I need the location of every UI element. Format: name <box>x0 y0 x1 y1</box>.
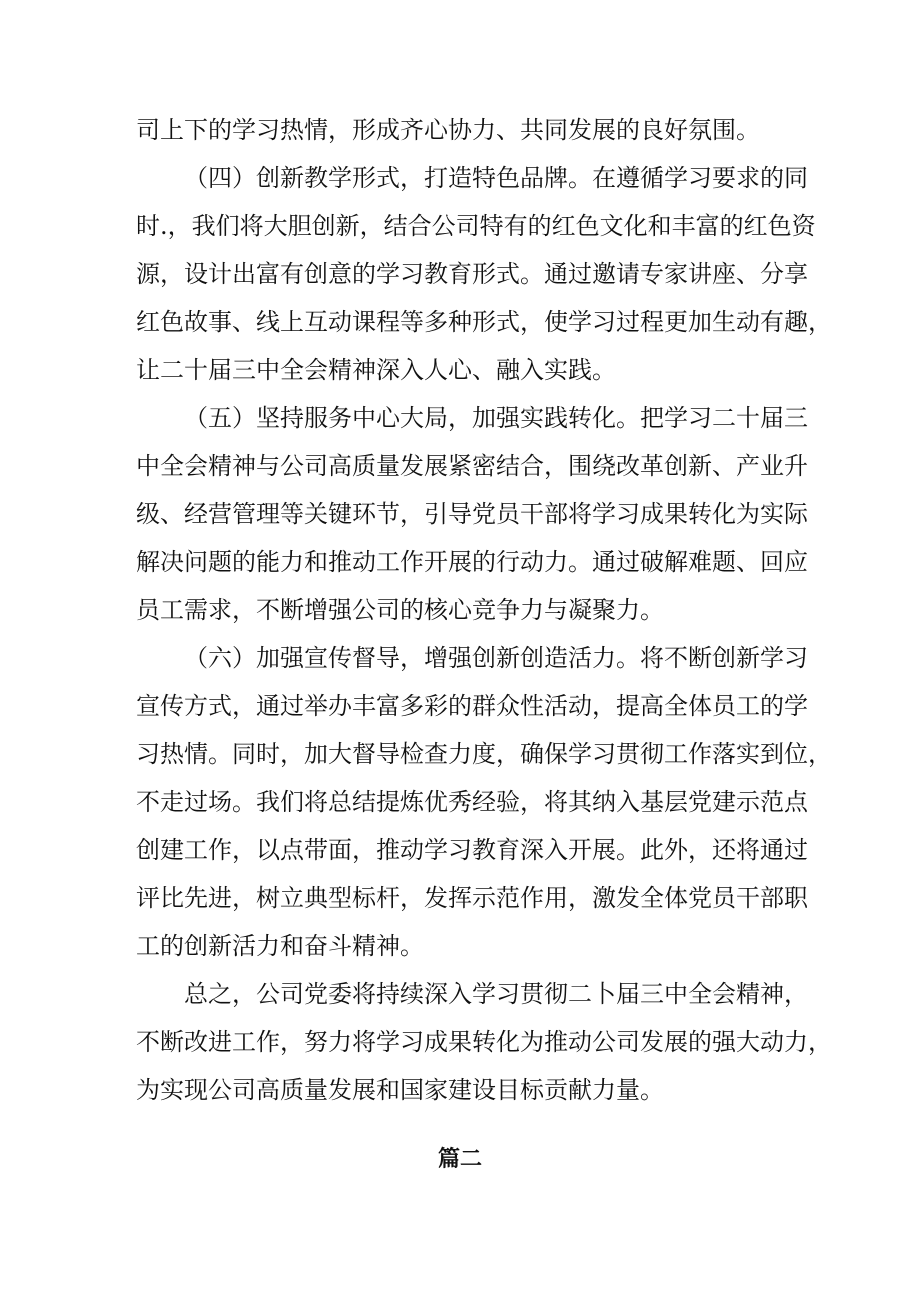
text-line: 司上下的学习热情，形成齐心协力、共同发展的良好氛围。 <box>136 116 760 144</box>
document-body <box>136 106 832 1114</box>
text-line: 评比先进，树立典型标杆，发挥示范作用，激发全体党员干部职 <box>136 884 808 912</box>
text-line: 创建工作，以点带面，推动学习教育深入开展。此外，还将通过 <box>136 836 808 864</box>
paragraph-section-5 <box>136 394 808 634</box>
text-line: （五）坚持服务中心大局，加强实践转化。把学习二十届三 <box>184 404 808 432</box>
text-line: 员工需求，不断增强公司的核心竞争力与凝聚力。 <box>136 596 664 624</box>
paragraph-conclusion <box>136 970 832 1114</box>
text-line: 级、经营管理等关键环节，引导党员干部将学习成果转化为实际 <box>136 500 808 528</box>
paragraph-section-6 <box>136 634 832 970</box>
text-line: 源，设计出富有创意的学习教育形式。通过邀请专家讲座、分享 <box>136 260 808 288</box>
text-line: 不走过场。我们将总结提炼优秀经验，将其纳入基层党建示范点 <box>136 788 808 816</box>
text-line: 总之，公司党委将持续深入学习贯彻二卜届三中全会精神， <box>184 980 808 1008</box>
text-line: 工的创新活力和奋斗精神。 <box>136 932 424 960</box>
text-line: 时.，我们将大胆创新，结合公司特有的红色文化和丰富的红色资 <box>136 212 816 240</box>
text-line: 中全会精神与公司高质量发展紧密结合，围绕改革创新、产业升 <box>136 452 808 480</box>
paragraph-section-4 <box>136 154 832 394</box>
text-line: 习热情。同时，加大督导检查力度，确保学习贯彻工作落实到位， <box>136 740 832 768</box>
text-line: （四）创新教学形式，打造特色品牌。在遵循学习要求的同 <box>184 164 808 192</box>
text-line: 解决问题的能力和推动工作开展的行动力。通过破解难题、回应 <box>136 548 808 576</box>
text-line: 为实现公司高质量发展和国家建设目标贡献力量。 <box>136 1076 664 1104</box>
paragraph-continuation <box>136 106 786 154</box>
text-line: （六）加强宣传督导，增强创新创造活力。将不断创新学习 <box>184 644 808 672</box>
text-line: 让二十届三中全会精神深入人心、融入实践。 <box>136 356 616 384</box>
text-line: 宣传方式，通过举办丰富多彩的群众性活动，提高全体员工的学 <box>136 692 808 720</box>
text-line: 不断改进工作，努力将学习成果转化为推动公司发展的强大动力， <box>136 1028 832 1056</box>
section-heading: 篇二 <box>437 1147 482 1172</box>
text-line: 红色故事、线上互动课程等多种形式，使学习过程更加生动有趣， <box>136 308 832 336</box>
